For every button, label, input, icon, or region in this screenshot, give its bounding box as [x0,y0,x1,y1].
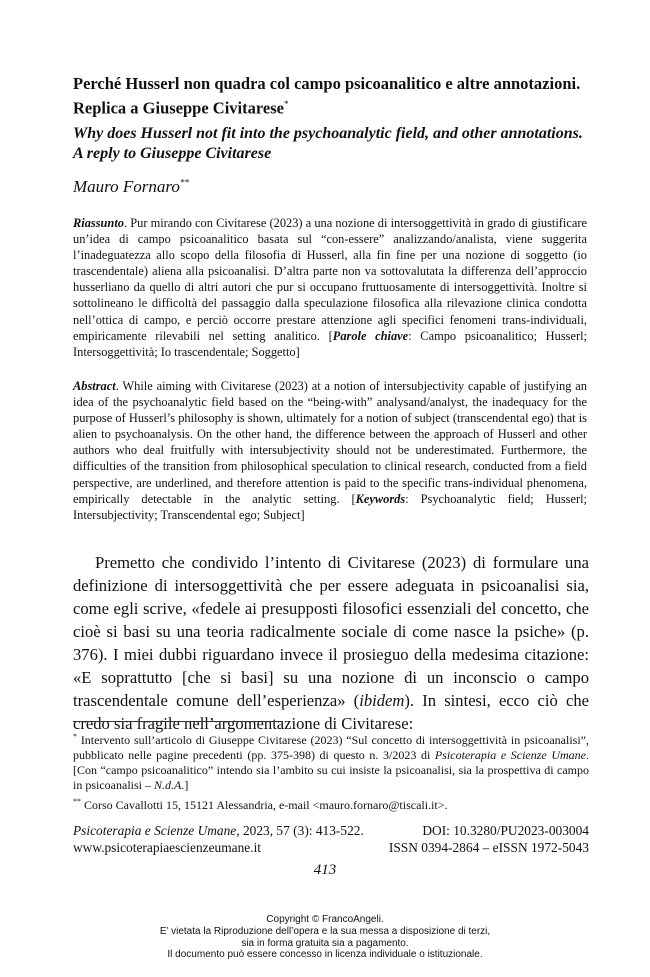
riassunto-label: Riassunto [73,216,124,230]
article-title [73,74,593,119]
title-line-1: Perché Husserl non quadra col campo psicoanalitico e altre annotazioni. [73,74,581,93]
journal-info [73,822,589,856]
issn: ISSN 0394-2864 – eISSN 1972-5043 [388,840,589,855]
doi: DOI: 10.3280/PU2023-003004 [422,823,589,838]
footnote-1: * Intervento sull’articolo di Giuseppe Civitarese (2023) “Sul concetto di intersoggettività in psicoanalisi”, pubblicato nelle pagine precedenti (pp. 375-398) di questo n. 3/2023 di Psicoterapia e Scienze Umane. [Con “campo psicoanalitico” intendo sia l’ambito su cui insiste la psicoanalisi, sia la prospettiva di campo in psicoanalisi – N.d.A.] [73,732,590,792]
footnote-2: ** Corso Cavallotti 15, 15121 Alessandria, e-mail <mauro.fornaro@tiscali.it>. [73,797,448,812]
journal-citation: Psicoterapia e Scienze Umane, 2023, 57 (3): 413-522. [73,823,364,838]
abstract-paragraph: Abstract. While aiming with Civitarese (2023) at a notion of intersubjectivity capable of justifying an idea of the psychoanalytic field based on the “being-with” analysand/analyst, the inadequacy for the purpose of Husserl’s philosophy is shown, ultimately for a notion of subject (transcendental ego) that is alien to psychoanalysis. On the other hand, the difference between the approach of Husserl and other authors who deal fruitfully with intersubjectivity should not be underestimated. Furthermore, the difficulties of the transition from philosophical speculation to clinical research, conducted from a field perspective, are underlined, and therefore attention is paid to the specific trans-individual phenomena, empirically detectable in the analytic setting. [Keywords: Psychoanalytic field; Husserl; Intersubjectivity; Transcendental ego; Subject] [73,379,587,522]
title-footnote-mark: * [283,99,289,109]
subtitle-line-1: Why does Husserl not fit into the psychoanalytic field, and other annotations. [73,125,583,142]
ibidem-citation: ibidem [359,691,405,710]
abstract-label: Abstract [73,379,116,393]
journal-website: www.psicoterapiaescienzeumane.it [73,840,262,855]
footnote-divider [73,721,283,722]
keywords-label: Keywords [355,491,406,506]
body-paragraph: Premetto che condivido l’intento di Civitarese (2023) di formulare una definizione di intersoggettività che per essere adeguata in psicoanalisi sia, come egli scrive, «fedele ai presupposti filosofici essenziali del concetto, che cioè si basi su una teoria radicalmente sociale di come nasce la psiche» (p. 376). I miei dubbi riguardano invece il prosieguo della medesima citazione: «E soprattutto [che si basi] su una nozione di un inconscio o campo trascendentale comune dell’esperienza» (ibidem). In sintesi, ecco ciò che credo sia fragile nell’argomentazione di Civitarese: [73,553,589,733]
riassunto-paragraph: Riassunto. Pur mirando con Civitarese (2023) a una nozione di intersoggettività in grado di giustificare un’idea di campo psicoanalitico basata sul “con-essere” analizzando/analista, viene suggerita l’inadeguatezza allo scopo della filosofia di Husserl, alla fin fine per una nozione di soggetto (io trascendentale) aliena alla psicoanalisi. D’altra parte non va sottovalutata la differenza dell’approccio husserliano da quello di altri autori che pur si occupano fruttuosamente di intersoggettività. Inoltre si sottolineano le difficoltà del passaggio dalla speculazione filosofica alla rilevazione clinica condotta nell’ottica di campo, e perciò occorre prestare attenzione agli specifici fenomeni trans-individuali, empiricamente rilevabili nel setting analitico. [Parole chiave: Campo psicoanalitico; Husserl; Intersoggettività; Io trascendentale; Soggetto] [73,216,587,359]
copyright-notice: Copyright © FrancoAngeli. E’ vietata la Riproduzione dell’opera e la sua messa a disposizione di terzi, sia in forma gratuita sia a pagamento. Il documento può essere concesso in licenza individuale o istituzionale. [159,914,491,961]
author-footnote-mark: ** [179,177,189,188]
author-name: Mauro Fornaro** [73,177,189,196]
article-subtitle-english [73,124,593,164]
page-number: 413 [313,862,337,878]
parole-chiave-label: Parole chiave [332,328,409,343]
subtitle-line-2: A reply to Giuseppe Civitarese [73,145,272,162]
title-line-2: Replica a Giuseppe Civitarese* [73,98,289,118]
